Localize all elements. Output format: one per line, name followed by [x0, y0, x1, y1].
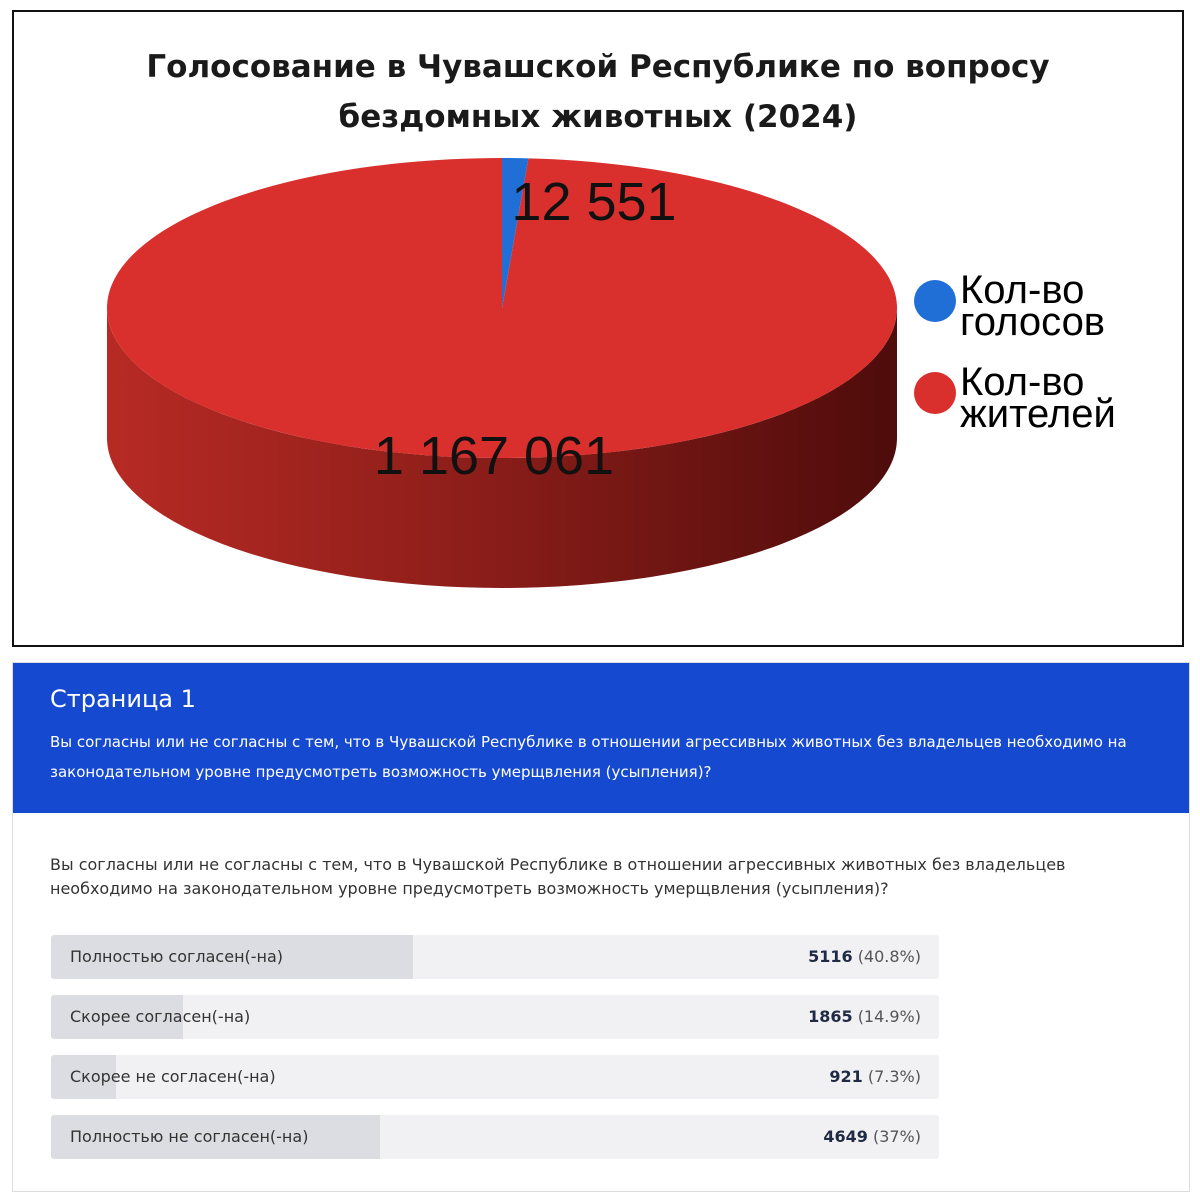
- answer-label: Скорее не согласен(-на): [70, 1067, 276, 1086]
- answer-label: Скорее согласен(-на): [70, 1007, 251, 1026]
- survey-results-panel: [12, 662, 1190, 1192]
- pie-chart-panel: [12, 10, 1184, 647]
- answer-percent: (14.9%): [857, 1007, 921, 1026]
- legend-item-votes: [914, 268, 1160, 344]
- page-heading: Страница 1: [50, 685, 196, 713]
- answer-result: [823, 1115, 921, 1159]
- answer-count: 4649: [823, 1127, 868, 1146]
- header-question: Вы согласны или не согласны с тем, что в Чувашской Республике в отношении агрессивных животных без владельцев необходимо на законодательном уровне предусмотреть возможность умерщвления (усыпления)?: [50, 733, 1127, 781]
- answer-percent: (37%): [872, 1127, 921, 1146]
- answer-row-fully-disagree: [51, 1115, 939, 1159]
- answer-result: [808, 935, 921, 979]
- legend-label-votes: Кол-во голосов: [960, 268, 1106, 344]
- answer-label: Полностью не согласен(-на): [70, 1127, 309, 1146]
- answer-result: [808, 995, 921, 1039]
- legend-swatch-blue: [914, 280, 956, 322]
- pie-value-label-votes: 12 551: [511, 172, 677, 232]
- answer-list: [51, 935, 939, 1175]
- pie-value-label-residents: 1 167 061: [373, 426, 615, 486]
- legend-item-residents: [914, 360, 1160, 436]
- question-text: Вы согласны или не согласны с тем, что в Чувашской Республике в отношении агрессивных животных без владельцев необходимо на законодательном уровне предусмотреть возможность умерщвления (усыпления)?: [50, 855, 1066, 898]
- answer-row-fully-agree: [51, 935, 939, 979]
- answer-percent: (7.3%): [867, 1067, 921, 1086]
- legend-label-residents: Кол-во жителей: [960, 360, 1116, 436]
- answer-percent: (40.8%): [857, 947, 921, 966]
- chart-title: Голосование в Чувашской Республике по вопросу бездомных животных (2024): [146, 49, 1050, 135]
- chart-legend: [914, 268, 1160, 458]
- answer-row-rather-disagree: [51, 1055, 939, 1099]
- answer-row-rather-agree: [51, 995, 939, 1039]
- answer-count: 1865: [808, 1007, 853, 1026]
- answer-result: [829, 1055, 921, 1099]
- legend-swatch-red: [914, 372, 956, 414]
- answer-label: Полностью согласен(-на): [70, 947, 284, 966]
- answer-count: 921: [829, 1067, 863, 1086]
- answer-count: 5116: [808, 947, 853, 966]
- survey-header: [13, 663, 1189, 813]
